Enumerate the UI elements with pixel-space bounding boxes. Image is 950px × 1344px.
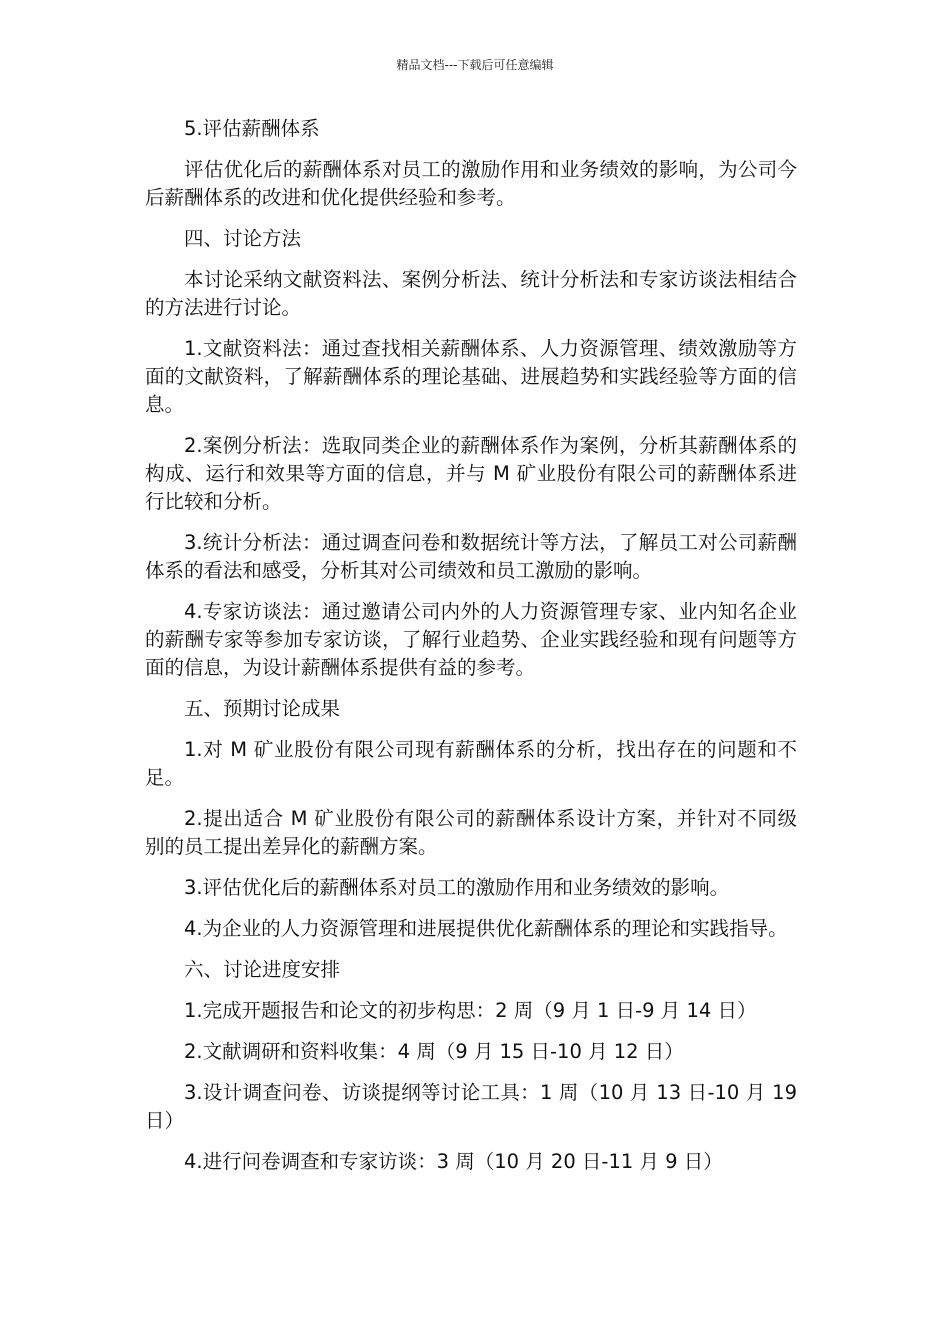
- paragraph-evaluate-description: 评估优化后的薪酬体系对员工的激励作用和业务绩效的影响，为公司今后薪酬体系的改进和优化提供经验和参考。: [145, 158, 797, 209]
- page-header: 精品文档---下载后可任意编辑: [396, 58, 554, 72]
- list-item-schedule-4: 4.进行问卷调查和专家访谈：3 周（10 月 20 日-11 月 9 日）: [184, 1150, 723, 1173]
- list-item-statistics-method: 3.统计分析法：通过调查问卷和数据统计等方法，了解员工对公司薪酬体系的看法和感受，分析其对公司绩效和员工激励的影响。: [145, 531, 797, 582]
- list-item-interview-method: 4.专家访谈法：通过邀请公司内外的人力资源管理专家、业内知名企业的薪酬专家等参加专家访谈，了解行业趋势、企业实践经验和现有问题等方面的信息，为设计薪酬体系提供有益的参考。: [145, 600, 797, 679]
- section-heading-expected-results: 五、预期讨论成果: [184, 697, 341, 720]
- section-item-evaluate-heading: 5.评估薪酬体系: [184, 117, 320, 140]
- list-item-result-1: 1.对 M 矿业股份有限公司现有薪酬体系的分析，找出存在的问题和不足。: [145, 738, 797, 789]
- list-item-result-3: 3.评估优化后的薪酬体系对员工的激励作用和业务绩效的影响。: [184, 876, 730, 899]
- document-body: [145, 115, 797, 1189]
- list-item-literature-method: 1.文献资料法：通过查找相关薪酬体系、人力资源管理、绩效激励等方面的文献资料，了解薪酬体系的理论基础、进展趋势和实践经验等方面的信息。: [145, 337, 797, 416]
- list-item-result-4: 4.为企业的人力资源管理和进展提供优化薪酬体系的理论和实践指导。: [184, 917, 788, 940]
- section-heading-methods: 四、讨论方法: [184, 227, 302, 250]
- paragraph-methods-intro: 本讨论采纳文献资料法、案例分析法、统计分析法和专家访谈法相结合的方法进行讨论。: [145, 268, 797, 319]
- list-item-result-2: 2.提出适合 M 矿业股份有限公司的薪酬体系设计方案，并针对不同级别的员工提出差异化的薪酬方案。: [145, 807, 797, 858]
- list-item-schedule-1: 1.完成开题报告和论文的初步构思：2 周（9 月 1 日-9 月 14 日）: [184, 999, 757, 1022]
- list-item-case-method: 2.案例分析法：选取同类企业的薪酬体系作为案例，分析其薪酬体系的构成、运行和效果等方面的信息，并与 M 矿业股份有限公司的薪酬体系进行比较和分析。: [145, 434, 797, 513]
- list-item-schedule-3: 3.设计调查问卷、访谈提纲等讨论工具：1 周（10 月 13 日-10 月 19 日）: [145, 1081, 797, 1132]
- list-item-schedule-2: 2.文献调研和资料收集：4 周（9 月 15 日-10 月 12 日）: [184, 1040, 684, 1063]
- section-heading-schedule: 六、讨论进度安排: [184, 958, 341, 981]
